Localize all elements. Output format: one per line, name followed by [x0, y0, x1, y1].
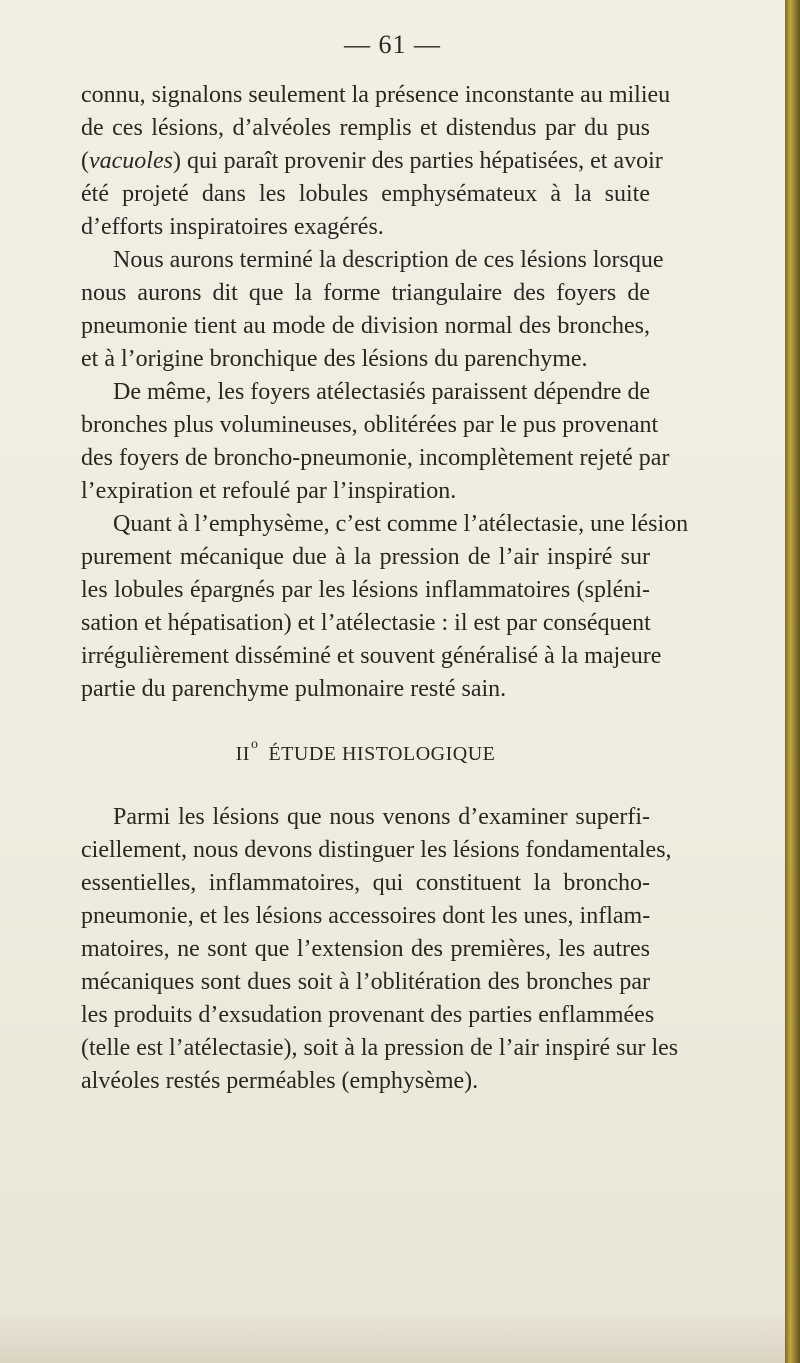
section-numeral: II — [235, 743, 250, 765]
section-heading — [81, 738, 650, 771]
italic-term: vacuoles — [89, 148, 173, 174]
text-line: Parmi les lésions que nous venons d’examiner superfi- — [113, 804, 650, 830]
text-line: l’expiration et refoulé par l’inspiration. — [81, 478, 457, 504]
text-line: été projeté dans les lobules emphysémateux à la suite — [81, 181, 650, 207]
ordinal-mark: o — [250, 737, 259, 752]
text-line: irrégulièrement disséminé et souvent généralisé à la majeure — [81, 643, 662, 669]
page-number: — 61 — — [344, 30, 441, 59]
text-line: bronches plus volumineuses, oblitérées par le pus provenant — [81, 412, 659, 438]
text-line: Nous aurons terminé la description de ces lésions lorsque — [113, 247, 664, 273]
text-line-rest: ) qui paraît provenir des parties hépatisées, et avoir — [172, 148, 663, 174]
text-line: partie du parenchyme pulmonaire resté sain. — [81, 676, 507, 702]
paragraph-3 — [81, 376, 670, 508]
body-text — [81, 79, 689, 1098]
text-line: les produits d’exsudation provenant des parties enflammées — [81, 1002, 655, 1028]
paragraph-4 — [81, 508, 689, 706]
text-line: les lobules épargnés par les lésions inflammatoires (spléni- — [81, 577, 650, 603]
paragraph-1 — [81, 79, 671, 244]
text-line: alvéoles restés perméables (emphysème). — [81, 1068, 479, 1094]
section-title: ÉTUDE HISTOLOGIQUE — [268, 743, 496, 765]
text-line: (telle est l’atélectasie), soit à la pression de l’air inspiré sur les — [81, 1035, 679, 1061]
text-line: mécaniques sont dues soit à l’oblitération des bronches par — [81, 969, 650, 995]
text-line: purement mécanique due à la pression de l’air inspiré sur — [81, 544, 650, 570]
text-line: pneumonie tient au mode de division normal des bronches, — [81, 313, 650, 339]
paragraph-5 — [81, 801, 679, 1098]
text-line: Quant à l’emphysème, c’est comme l’atélectasie, une lésion — [113, 511, 689, 537]
open-parenthesis: ( — [81, 148, 89, 174]
paragraph-2 — [81, 244, 664, 376]
text-line: matoires, ne sont que l’extension des premières, les autres — [81, 936, 650, 962]
text-line: sation et hépatisation) et l’atélectasie : il est par conséquent — [81, 610, 651, 636]
text-line: d’efforts inspiratoires exagérés. — [81, 214, 384, 240]
text-line: connu, signalons seulement la présence inconstante au milieu — [81, 82, 671, 108]
text-line: nous aurons dit que la forme triangulaire des foyers de — [81, 280, 650, 306]
text-line: des foyers de broncho-pneumonie, incomplètement rejeté par — [81, 445, 670, 471]
text-line: essentielles, inflammatoires, qui constituent la broncho- — [81, 870, 650, 896]
text-line: De même, les foyers atélectasiés paraissent dépendre de — [113, 379, 651, 405]
binding-edge — [785, 0, 800, 1363]
text-line: et à l’origine bronchique des lésions du parenchyme. — [81, 346, 588, 372]
text-line: pneumonie, et les lésions accessoires dont les unes, inflam- — [81, 903, 651, 929]
text-line: ciellement, nous devons distinguer les lésions fondamentales, — [81, 837, 672, 863]
text-line — [81, 145, 663, 178]
text-line: de ces lésions, d’alvéoles remplis et distendus par du pus — [81, 115, 650, 141]
page-bottom-shadow — [0, 1313, 785, 1363]
